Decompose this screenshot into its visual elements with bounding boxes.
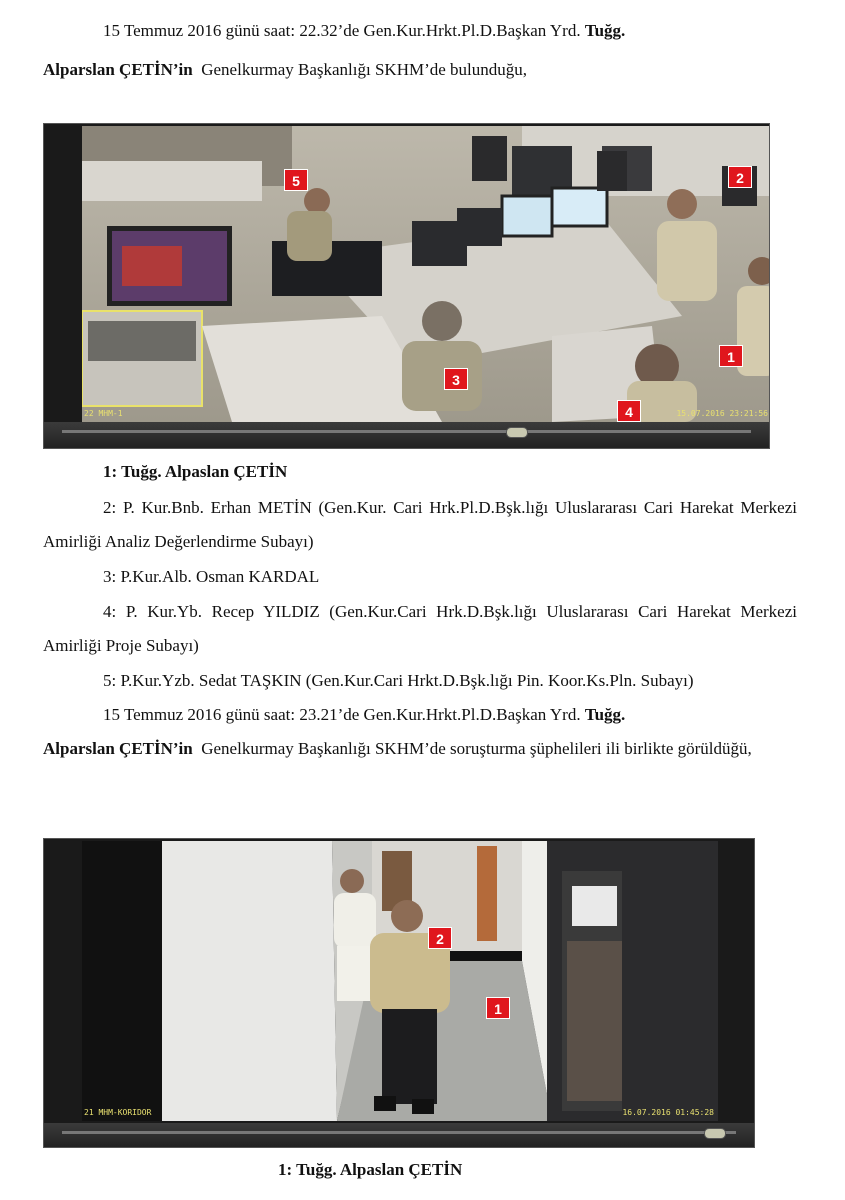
intro-1-rest: Genelkurmay Başkanlığı SKHM’de bulunduğu,	[201, 60, 528, 79]
intro-2-rank: Tuğg.	[584, 705, 626, 724]
intro-2-text: 15 Temmuz 2016 günü saat: 23.21’de Gen.Kur.Hrkt.Pl.D.Başkan Yrd.	[103, 705, 581, 724]
legend-1-text-1: 1: Tuğg. Alpaslan ÇETİN	[103, 462, 288, 481]
caption-2	[278, 1160, 462, 1180]
intro-1-text: 15 Temmuz 2016 günü saat: 22.32’de Gen.Kur.Hrkt.Pl.D.Başkan Yrd.	[103, 21, 581, 40]
caption-2-text: 1: Tuğg. Alpaslan ÇETİN	[278, 1160, 463, 1179]
cctv-frame-1	[43, 123, 770, 449]
cctv-video-1	[82, 126, 770, 422]
cctv-1-track	[62, 430, 751, 433]
marker-2: 2	[728, 166, 752, 188]
intro-2-rest: Genelkurmay Başkanlığı SKHM’de soruşturma şüphelileri ili birlikte görüldüğü,	[201, 739, 752, 758]
marker-4: 4	[617, 400, 641, 422]
intro-paragraph-1-line2	[43, 60, 527, 80]
marker-5: 5	[284, 169, 308, 191]
intro-1-rank: Tuğg.	[584, 21, 626, 40]
cctv-2-playhead[interactable]	[704, 1128, 726, 1139]
intro-paragraph-2-rest	[43, 732, 797, 766]
legend-1-item-1	[103, 462, 287, 482]
cctv-2-camera-label: 21 MHM-KORIDOR	[84, 1108, 152, 1117]
cctv-video-2	[82, 841, 718, 1121]
cctv-2-timestamp: 16.07.2016 01:45:28	[622, 1108, 714, 1117]
marker-1: 1	[719, 345, 743, 367]
legend-1-item-3: 3: P.Kur.Alb. Osman KARDAL	[103, 567, 320, 586]
legend-1-item-5: 5: P.Kur.Yzb. Sedat TAŞKIN (Gen.Kur.Cari Hrkt.D.Bşk.lığı Pin. Koor.Ks.Pln. Subayı)	[103, 671, 694, 690]
operations-room-image	[82, 126, 770, 422]
legend-1-item-2: 2: P. Kur.Bnb. Erhan METİN (Gen.Kur. Cari Hrk.Pl.D.Bşk.lığı Uluslararası Cari Harekat Merkezi Amirliği Analiz Değerlendirme Subayı)	[43, 498, 797, 551]
legend-1-item-4: 4: P. Kur.Yb. Recep YILDIZ (Gen.Kur.Cari Hrk.D.Bşk.lığı Uluslararası Cari Harekat Merkezi Amirliği Proje Subayı)	[43, 602, 797, 655]
corridor-image	[82, 841, 718, 1121]
cctv-2-track	[62, 1131, 736, 1134]
marker-2: 2	[428, 927, 452, 949]
intro-2-name: Alparslan ÇETİN’in	[43, 739, 193, 758]
marker-3: 3	[444, 368, 468, 390]
cctv-1-playhead[interactable]	[506, 427, 528, 438]
cctv-frame-2	[43, 838, 755, 1148]
cctv-1-timestamp: 15.07.2016 23:21:56	[676, 409, 768, 418]
intro-1-name: Alparslan ÇETİN’in	[43, 60, 193, 79]
cctv-1-scrub-bar[interactable]	[44, 422, 769, 448]
cctv-2-scrub-bar[interactable]	[44, 1123, 754, 1147]
marker-1: 1	[486, 997, 510, 1019]
intro-paragraph-2-line1	[103, 705, 625, 725]
intro-paragraph-1	[43, 14, 797, 48]
cctv-1-camera-label: 22 MHM-1	[84, 409, 123, 418]
